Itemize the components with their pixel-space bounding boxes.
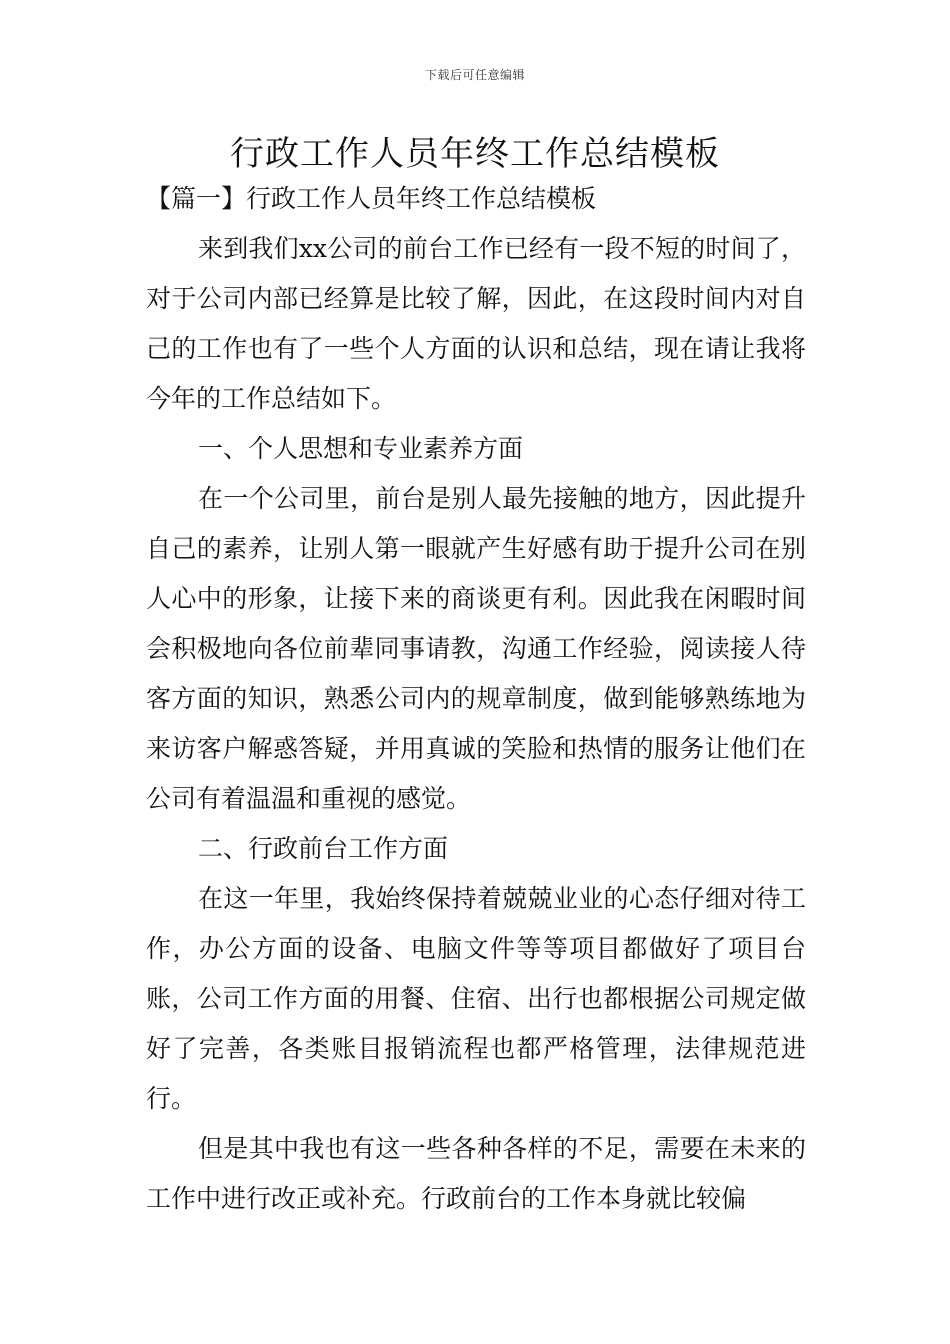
document-body (146, 224, 806, 1224)
paragraph-front-desk-work: 在这一年里，我始终保持着兢兢业业的心态仔细对待工作，办公方面的设备、电脑文件等等项目都做好了项目台账，公司工作方面的用餐、住宿、出行也都根据公司规定做好了完善，各类账目报销流程也都严格管理，法律规范进行。 (146, 884, 806, 1113)
section-heading: 【篇一】行政工作人员年终工作总结模板 (146, 184, 597, 213)
subheading-personal-quality: 一、个人思想和专业素养方面 (198, 434, 524, 463)
paragraph-personal-quality: 在一个公司里，前台是别人最先接触的地方，因此提升自己的素养，让别人第一眼就产生好感有助于提升公司在别人心中的形象，让接下来的商谈更有利。因此我在闲暇时间会积极地向各位前辈同事请教，沟通工作经验，阅读接人待客方面的知识，熟悉公司内的规章制度，做到能够熟练地为来访客户解惑答疑，并用真诚的笑脸和热情的服务让他们在公司有着温温和重视的感觉。 (146, 484, 806, 813)
document-title: 行政工作人员年终工作总结模板 (230, 134, 720, 174)
header-note: 下载后可任意编辑 (424, 68, 525, 82)
subheading-front-desk-work: 二、行政前台工作方面 (198, 834, 449, 863)
paragraph-intro: 来到我们xx公司的前台工作已经有一段不短的时间了，对于公司内部已经算是比较了解，因此，在这段时间内对自己的工作也有了一些个人方面的认识和总结，现在请让我将今年的工作总结如下。 (146, 234, 806, 413)
paragraph-shortcomings: 但是其中我也有这一些各种各样的不足，需要在未来的工作中进行改正或补充。行政前台的工作本身就比较偏 (146, 1134, 806, 1213)
